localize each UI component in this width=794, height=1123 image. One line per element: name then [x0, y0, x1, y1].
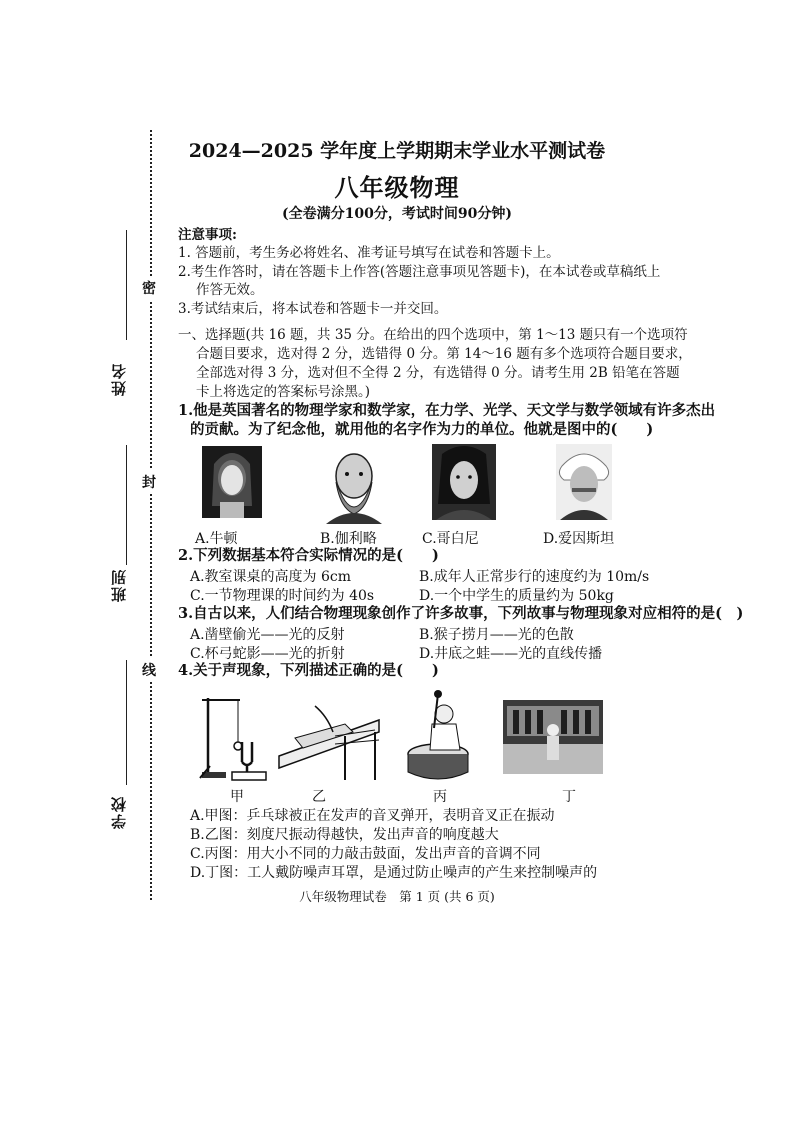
portrait-newton-image — [202, 446, 262, 518]
ruler-image — [275, 696, 383, 780]
q3-option-a[interactable]: A.凿壁偷光——光的反射 — [190, 627, 345, 643]
q1-stem: 1.他是英国著名的物理学家和数学家，在力学、光学、天文学与数学领域有许多杰出 — [178, 402, 716, 419]
section-intro-line: 全部选对得 3 分，选对但不全得 2 分，有选错得 0 分。请考生用 2B 铅笔在答题 — [196, 365, 680, 381]
school-label: 学校 — [110, 795, 128, 829]
section-intro-line: 合题目要求，选对得 2 分，选错得 0 分。第 14～16 题有多个选项符合题目要求， — [196, 346, 692, 362]
class-label: 班别 — [110, 568, 128, 602]
page-footer: 八年级物理试卷 第 1 页 (共 6 页) — [299, 889, 495, 904]
tuning-fork-image — [196, 690, 270, 782]
name-fill-line[interactable] — [126, 230, 127, 340]
q4-caption-ding: 丁 — [562, 789, 576, 805]
notice-item: 1. 答题前，考生务必将姓名、准考证号填写在试卷和答题卡上。 — [178, 245, 560, 261]
school-fill-line[interactable] — [126, 660, 127, 785]
q1-option-d[interactable]: D.爱因斯坦 — [543, 531, 615, 547]
q4-caption-jia: 甲 — [230, 789, 244, 805]
seal-char-mi: 密 — [142, 276, 156, 300]
factory-worker-image — [503, 700, 603, 774]
notice-item: 作答无效。 — [196, 282, 264, 298]
q3-option-d[interactable]: D.井底之蛙——光的直线传播 — [419, 646, 603, 662]
notice-item: 3.考试结束后，将本试卷和答题卡一并交回。 — [178, 301, 448, 317]
q2-stem: 2.下列数据基本符合实际情况的是( ) — [178, 547, 439, 564]
name-label: 姓名 — [110, 362, 128, 396]
notice-heading: 注意事项: — [178, 227, 237, 243]
portrait-einstein-image — [556, 444, 612, 520]
portrait-copernicus-image — [432, 444, 496, 520]
subject-title: 八年级物理 — [334, 173, 460, 202]
exam-note: (全卷满分100分，考试时间90分钟) — [282, 206, 512, 222]
q1-option-b[interactable]: B.伽利略 — [320, 531, 377, 547]
q4-option-d[interactable]: D.丁图：工人戴防噪声耳罩，是通过防止噪声的产生来控制噪声的 — [190, 865, 598, 881]
q3-option-b[interactable]: B.猴子捞月——光的色散 — [419, 627, 574, 643]
q3-stem: 3.自古以来，人们结合物理现象创作了许多故事，下列故事与物理现象对应相符的是( ) — [178, 605, 744, 622]
binding-dotted-line — [150, 130, 152, 900]
q4-caption-bing: 丙 — [433, 789, 447, 805]
q1-option-c[interactable]: C.哥白尼 — [422, 531, 479, 547]
seal-char-feng: 封 — [142, 470, 156, 494]
q1-option-a[interactable]: A.牛顿 — [195, 531, 238, 547]
q2-option-a[interactable]: A.教室课桌的高度为 6cm — [190, 569, 352, 585]
q2-option-b[interactable]: B.成年人正常步行的速度约为 10m/s — [419, 569, 650, 585]
seal-char-xian: 线 — [142, 658, 156, 682]
q1-stem: 的贡献。为了纪念他，就用他的名字作为力的单位。他就是图中的( ) — [190, 421, 654, 438]
q4-caption-yi: 乙 — [312, 789, 326, 805]
q4-stem: 4.关于声现象，下列描述正确的是( ) — [178, 662, 439, 679]
q4-option-c[interactable]: C.丙图：用大小不同的力敲击鼓面，发出声音的音调不同 — [190, 846, 541, 862]
notice-item: 2.考生作答时，请在答题卡上作答(答题注意事项见答题卡)，在本试卷或草稿纸上 — [178, 264, 661, 280]
class-fill-line[interactable] — [126, 445, 127, 565]
q2-option-d[interactable]: D.一个中学生的质量约为 50kg — [419, 588, 614, 604]
q3-option-c[interactable]: C.杯弓蛇影——光的折射 — [190, 646, 345, 662]
drum-image — [404, 688, 476, 784]
section-intro-line: 卡上将选定的答案标号涂黑。) — [196, 384, 371, 400]
portrait-galileo-image — [318, 442, 390, 524]
q4-option-a[interactable]: A.甲图：乒乓球被正在发声的音叉弹开，表明音叉正在振动 — [190, 808, 555, 824]
exam-title: 2024—2025 学年度上学期期末学业水平测试卷 — [188, 140, 606, 162]
section-intro-line: 一、选择题(共 16 题，共 35 分。在给出的四个选项中，第 1～13 题只有一个选项符 — [178, 327, 688, 343]
q4-option-b[interactable]: B.乙图：刻度尺振动得越快，发出声音的响度越大 — [190, 827, 499, 843]
q2-option-c[interactable]: C.一节物理课的时间约为 40s — [190, 588, 375, 604]
